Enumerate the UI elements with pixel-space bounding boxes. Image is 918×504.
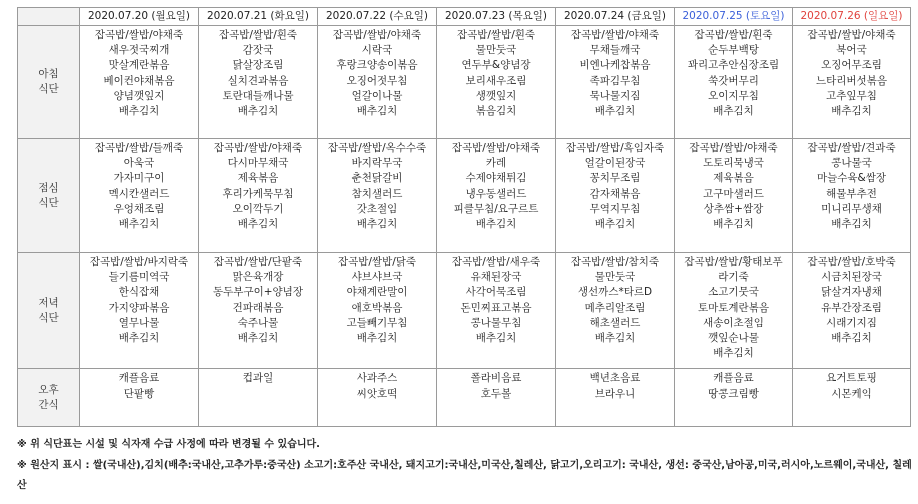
menu-cell <box>793 253 911 369</box>
meal-label-line: 저녁 <box>38 296 59 309</box>
menu-cell <box>80 139 199 253</box>
menu-item: 백년초음료 <box>589 372 641 384</box>
menu-item: 오징어젓무침 <box>346 74 408 87</box>
menu-item: 감자채볶음 <box>589 187 641 200</box>
menu-item: 맑은육개장 <box>232 271 284 284</box>
menu-item: 배추김치 <box>356 105 398 118</box>
menu-item: 시몬케익 <box>831 387 872 400</box>
menu-item: 잡곡밥/쌀밥/바지락죽 <box>89 256 189 268</box>
menu-item: 돈민찌표고볶음 <box>460 301 532 314</box>
date-header-saturday: 2020.07.25 (토요일) <box>675 8 793 26</box>
menu-item: 후리가케묵무침 <box>222 187 294 200</box>
menu-item: 잡곡밥/쌀밥/옥수수죽 <box>327 142 427 154</box>
meal-label <box>18 139 80 253</box>
menu-item: 해초샐러드 <box>589 316 641 329</box>
menu-item: 닭살겨자냉채 <box>821 286 882 299</box>
menu-item: 열무나물 <box>118 316 160 329</box>
menu-cell <box>437 139 556 253</box>
menu-item: 잡곡밥/쌀밥/야채죽 <box>332 29 422 41</box>
menu-item: 가자미구이 <box>113 172 165 185</box>
meal-label-line: 점심 <box>38 181 59 194</box>
meal-label <box>18 369 80 427</box>
menu-item: 배추김치 <box>713 347 754 360</box>
menu-item: 얼갈이나물 <box>351 89 403 102</box>
menu-item: 잡곡밥/쌀밥/야채죽 <box>213 142 303 154</box>
menu-cell <box>437 253 556 369</box>
menu-item: 잡곡밥/쌀밥/야채죽 <box>451 142 541 154</box>
menu-item: 쑥갓버무리 <box>708 74 759 87</box>
menu-cell <box>793 26 911 139</box>
menu-item: 도토리묵냉국 <box>703 157 764 170</box>
menu-item: 감잣국 <box>242 44 274 57</box>
menu-item: 묵나물지짐 <box>589 89 641 102</box>
menu-item: 잡곡밥/쌀밥/새우죽 <box>451 256 541 268</box>
menu-item: 갓초절임 <box>356 202 398 215</box>
menu-item: 미니리무생채 <box>821 202 882 215</box>
menu-item: 고들빼기무침 <box>346 316 408 329</box>
menu-item: 요거트토핑 <box>826 372 877 384</box>
menu-item: 배추김치 <box>713 105 754 118</box>
menu-cell <box>675 369 793 427</box>
menu-item: 캐플음료 <box>713 372 754 384</box>
menu-item: 콩나물무침 <box>470 316 522 329</box>
menu-item: 비엔나케찹볶음 <box>579 59 651 72</box>
menu-item: 폴라비음료 <box>470 372 522 384</box>
menu-item: 양념깻잎지 <box>113 89 165 102</box>
menu-item: 얼갈이된장국 <box>584 157 646 170</box>
menu-item: 제육볶음 <box>237 172 279 185</box>
menu-item: 느타리버섯볶음 <box>815 74 887 87</box>
menu-item: 씨앗호떡 <box>356 387 398 400</box>
menu-cell <box>199 26 318 139</box>
date-header: 2020.07.23 (목요일) <box>437 8 556 26</box>
menu-item: 무채들깨국 <box>589 44 641 57</box>
snack-row <box>18 369 911 427</box>
menu-cell <box>556 369 675 427</box>
menu-cell <box>80 26 199 139</box>
menu-item: 시금치된장국 <box>821 271 882 284</box>
menu-item: 냉우동샐러드 <box>465 187 527 200</box>
menu-item: 애호박볶음 <box>351 301 403 314</box>
menu-item: 무역지무침 <box>589 202 641 215</box>
menu-item: 고추잎무침 <box>826 89 877 102</box>
menu-cell <box>556 26 675 139</box>
menu-item: 닭살장조림 <box>232 59 284 72</box>
breakfast-row <box>18 26 911 139</box>
menu-item: 새송이초절임 <box>703 316 764 329</box>
menu-item: 배추김치 <box>356 332 398 345</box>
menu-cell <box>675 253 793 369</box>
menu-item: 카레 <box>485 157 507 170</box>
menu-item: 배추김치 <box>594 332 636 345</box>
menu-item: 해물부추전 <box>826 187 877 200</box>
menu-item: 잡곡밥/쌀밥/황태보푸 <box>684 256 783 268</box>
menu-item: 꽁치무조림 <box>589 172 641 185</box>
menu-item: 샤브샤브국 <box>351 271 403 284</box>
menu-item: 잡곡밥/쌀밥/야채죽 <box>689 142 778 154</box>
menu-item: 배추김치 <box>237 105 279 118</box>
menu-item: 콩나물국 <box>831 157 872 170</box>
meal-label-line: 오후 <box>38 383 59 396</box>
menu-item: 보리새우조림 <box>465 74 527 87</box>
menu-item: 마늘수육&쌈장 <box>816 172 887 185</box>
date-header: 2020.07.21 (화요일) <box>199 8 318 26</box>
menu-item: 바지락무국 <box>351 157 403 170</box>
menu-item: 우엉채조림 <box>113 202 165 215</box>
menu-item: 잡곡밥/쌀밥/흰죽 <box>456 29 536 41</box>
menu-item: 잡곡밥/쌀밥/흰죽 <box>694 29 773 41</box>
menu-item: 시락국 <box>361 44 393 57</box>
menu-cell <box>199 369 318 427</box>
menu-item: 사각어묵조림 <box>465 286 527 299</box>
date-header: 2020.07.22 (수요일) <box>318 8 437 26</box>
menu-item: 배추김치 <box>356 218 398 231</box>
date-header: 2020.07.24 (금요일) <box>556 8 675 26</box>
meal-label-line: 간식 <box>38 398 59 411</box>
menu-item: 수제야채튀김 <box>465 172 527 185</box>
menu-item: 호두볼 <box>480 387 512 400</box>
menu-item: 다시마무채국 <box>227 157 289 170</box>
corner-cell <box>18 8 80 26</box>
menu-cell <box>793 369 911 427</box>
menu-cell <box>318 139 437 253</box>
menu-cell <box>199 139 318 253</box>
menu-item: 배추김치 <box>831 332 872 345</box>
menu-item: 볶음김치 <box>475 105 517 118</box>
notes <box>17 435 912 497</box>
meal-label <box>18 253 80 369</box>
notice-change: ※ 위 식단표는 시설 및 식자재 수급 사정에 따라 변경될 수 있습니다. <box>17 439 320 450</box>
menu-item: 단팥빵 <box>123 387 155 400</box>
weekly-menu-table <box>17 7 911 427</box>
menu-item: 배추김치 <box>594 218 636 231</box>
menu-item: 북어국 <box>836 44 867 57</box>
lunch-row <box>18 139 911 253</box>
menu-item: 캐플음료 <box>118 372 160 384</box>
menu-item: 컵과일 <box>242 372 274 384</box>
menu-item: 꽈리고추안심장조림 <box>687 59 780 72</box>
menu-item: 땅콩크림빵 <box>708 387 759 400</box>
menu-cell <box>437 26 556 139</box>
menu-cell <box>318 369 437 427</box>
menu-item: 소고기뭇국 <box>708 286 759 299</box>
menu-item: 물만둣국 <box>594 271 636 284</box>
menu-item: 실치견과볶음 <box>227 74 289 87</box>
menu-item: 잡곡밥/쌀밥/참치죽 <box>570 256 660 268</box>
menu-item: 숙주나물 <box>237 316 279 329</box>
menu-item: 잡곡밥/쌀밥/견과죽 <box>807 142 896 154</box>
menu-item: 상추쌈+쌈장 <box>703 202 764 215</box>
menu-item: 족파김무침 <box>589 74 641 87</box>
menu-item: 가지양파볶음 <box>108 301 170 314</box>
menu-cell <box>318 253 437 369</box>
menu-item: 브라우니 <box>594 387 636 400</box>
menu-item: 잡곡밥/쌀밥/들깨죽 <box>94 142 184 154</box>
menu-item: 잡곡밥/쌀밥/단팥죽 <box>213 256 303 268</box>
menu-item: 잡곡밥/쌀밥/흰죽 <box>218 29 298 41</box>
menu-item: 잡곡밥/쌀밥/닭죽 <box>337 256 417 268</box>
menu-item: 동두부구이+양념장 <box>213 286 303 299</box>
menu-item: 멕시칸샐러드 <box>108 187 170 200</box>
menu-item: 한식잡채 <box>118 286 160 299</box>
menu-cell <box>80 253 199 369</box>
menu-item: 물만둣국 <box>475 44 517 57</box>
menu-item: 배추김치 <box>475 218 517 231</box>
menu-item: 후랑크양송이볶음 <box>336 59 418 72</box>
menu-item: 잡곡밥/쌀밥/흑임자죽 <box>565 142 665 154</box>
menu-item: 들기름미역국 <box>108 271 170 284</box>
menu-cell <box>556 253 675 369</box>
menu-item: 배추김치 <box>475 332 517 345</box>
menu-item: 배추김치 <box>713 218 754 231</box>
meal-label-line: 식단 <box>38 196 59 209</box>
menu-item: 제육볶음 <box>713 172 754 185</box>
menu-cell <box>675 139 793 253</box>
menu-item: 베이컨야채볶음 <box>103 74 175 87</box>
menu-item: 생선까스*타르D <box>577 286 653 299</box>
menu-item: 춘천닭갈비 <box>351 172 403 185</box>
menu-item: 아욱국 <box>123 157 155 170</box>
menu-item: 메추리알조림 <box>584 301 646 314</box>
menu-item: 새우젓국찌개 <box>108 44 170 57</box>
menu-cell <box>80 369 199 427</box>
menu-item: 배추김치 <box>118 105 160 118</box>
menu-item: 토마토계란볶음 <box>697 301 769 314</box>
menu-cell <box>199 253 318 369</box>
meal-label-line: 식단 <box>38 83 59 95</box>
menu-item: 배추김치 <box>118 218 160 231</box>
menu-item: 배추김치 <box>237 332 279 345</box>
menu-item: 잡곡밥/쌀밥/야채죽 <box>94 29 184 41</box>
menu-item: 오이지무침 <box>708 89 759 102</box>
menu-item: 깻잎순나물 <box>708 332 759 345</box>
meal-label <box>18 26 80 139</box>
menu-item: 배추김치 <box>237 218 279 231</box>
menu-cell <box>556 139 675 253</box>
menu-item: 배추김치 <box>831 218 872 231</box>
menu-cell <box>675 26 793 139</box>
menu-item: 유채된장국 <box>470 271 522 284</box>
menu-item: 순두부백탕 <box>708 44 759 57</box>
notice-origin: ※ 원산지 표시 : 쌀(국내산),김치(배추:국내산,고추가루:중국산) 소고기:호주산 국내산, 돼지고기:국내산,미국산,칠레산, 닭고기,오리고기: 국내산, 생선: 중국산,남아공,미국,러시아,노르웨이,국내산, 칠레산 <box>17 459 912 491</box>
meal-label-line: 아침 <box>38 68 59 80</box>
menu-item: 유부간장조림 <box>821 301 882 314</box>
menu-item: 피클무침/요구르트 <box>453 202 539 215</box>
date-header: 2020.07.20 (월요일) <box>80 8 199 26</box>
menu-item: 건파래볶음 <box>232 301 284 314</box>
menu-item: 야채계란말이 <box>346 286 408 299</box>
menu-item: 시래기지짐 <box>826 316 877 329</box>
dinner-row <box>18 253 911 369</box>
menu-item: 배추김치 <box>118 332 160 345</box>
menu-item: 오이깍두기 <box>232 202 284 215</box>
menu-item: 잡곡밥/쌀밥/야채죽 <box>570 29 660 41</box>
menu-cell <box>318 26 437 139</box>
menu-item: 잡곡밥/쌀밥/호박죽 <box>807 256 896 268</box>
menu-item: 잡곡밥/쌀밥/야채죽 <box>807 29 896 41</box>
menu-item: 연두부&양념장 <box>461 59 531 72</box>
meal-label-line: 식단 <box>38 311 59 324</box>
menu-item: 오징어무조림 <box>821 59 882 72</box>
menu-item: 배추김치 <box>831 105 872 118</box>
date-header-row <box>18 8 911 26</box>
menu-item: 배추김치 <box>594 105 636 118</box>
menu-cell <box>793 139 911 253</box>
menu-item: 사과주스 <box>356 372 398 384</box>
menu-item: 참치샐러드 <box>351 187 403 200</box>
menu-item: 라기죽 <box>718 271 749 284</box>
menu-cell <box>437 369 556 427</box>
date-header-sunday: 2020.07.26 (일요일) <box>793 8 911 26</box>
menu-item: 맛살계란볶음 <box>108 59 170 72</box>
menu-item: 생깻잎지 <box>475 89 517 102</box>
menu-item: 고구마샐러드 <box>703 187 764 200</box>
menu-item: 토란대들깨나물 <box>222 89 294 102</box>
